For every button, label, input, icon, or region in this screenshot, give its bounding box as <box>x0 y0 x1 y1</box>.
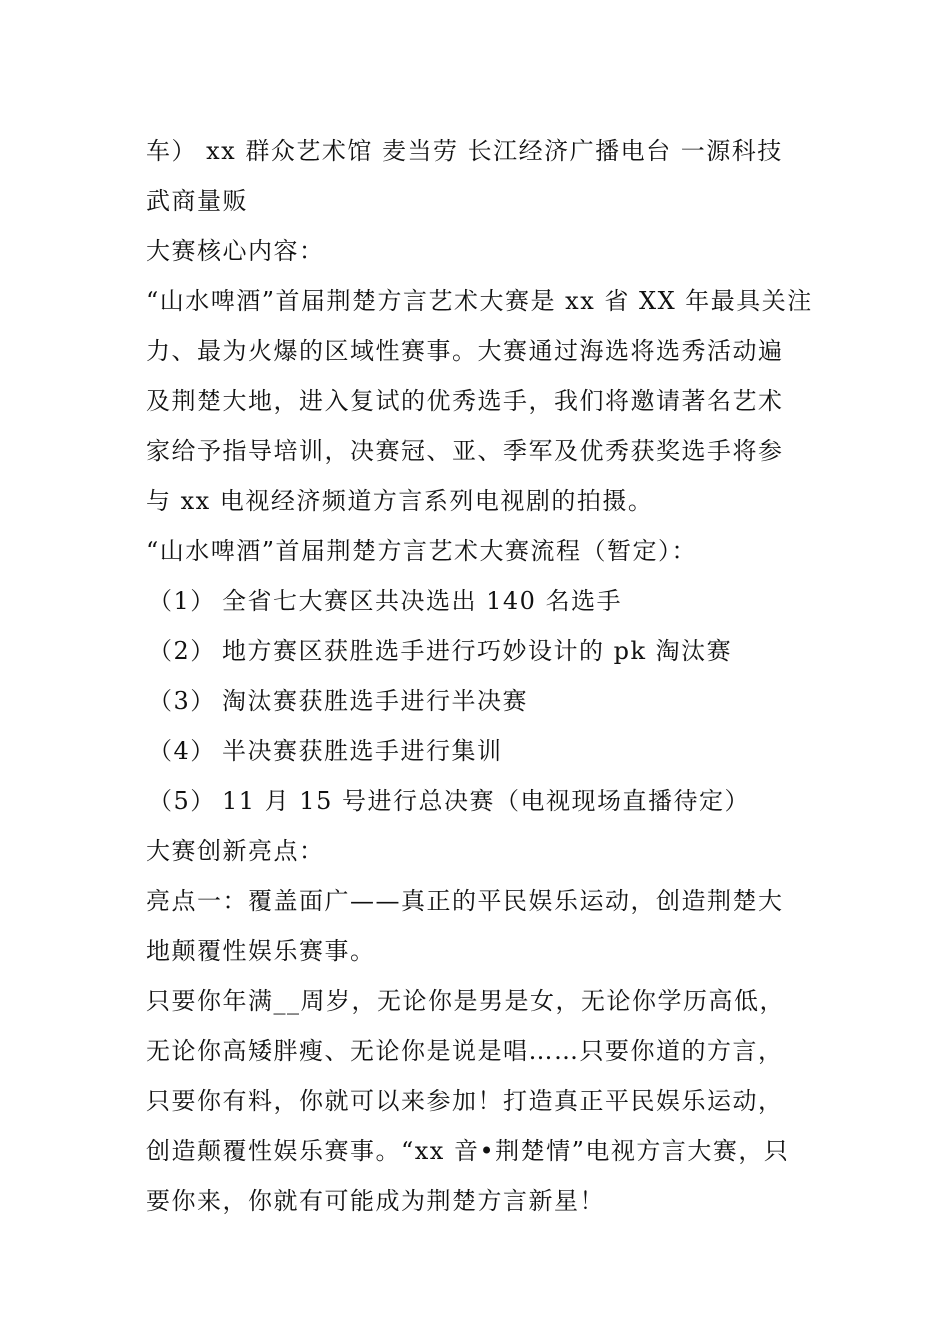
process-item-text: 全省七大赛区共决选出 140 名选手 <box>222 587 623 615</box>
sponsors-line: 车） xx 群众艺术馆 麦当劳 长江经济广播电台 一源科技 <box>146 137 783 165</box>
paragraph-line: 与 xx 电视经济频道方言系列电视剧的拍摄。 <box>146 487 654 515</box>
paragraph-line: 力、最为火爆的区域性赛事。大赛通过海选将选秀活动遍 <box>146 337 784 365</box>
document-page <box>146 126 813 1226</box>
paragraph-line: 家给予指导培训，决赛冠、亚、季军及优秀获奖选手将参 <box>146 437 784 465</box>
process-item-number: （2） <box>148 637 216 665</box>
process-item-number: （3） <box>148 687 216 715</box>
paragraph-line: 只要你有料，你就可以来参加！打造真正平民娱乐运动， <box>146 1087 784 1115</box>
process-item-number: （1） <box>148 587 216 615</box>
process-item <box>146 576 810 626</box>
process-item <box>146 626 810 676</box>
process-item-number: （4） <box>148 737 216 765</box>
process-item-text: 淘汰赛获胜选手进行半决赛 <box>222 687 528 715</box>
process-item <box>146 726 810 776</box>
paragraph-line: 创造颠覆性娱乐赛事。“xx 音•荆楚情”电视方言大赛，只 <box>146 1137 790 1165</box>
process-item-text: 11 月 15 号进行总决赛（电视现场直播待定） <box>222 787 750 815</box>
section-heading-core: 大赛核心内容： <box>146 237 325 265</box>
section-heading-process: “山水啤酒”首届荆楚方言艺术大赛流程（暂定）： <box>146 537 698 565</box>
paragraph-line: 亮点一：覆盖面广——真正的平民娱乐运动，创造荆楚大 <box>146 887 784 915</box>
process-item-text: 半决赛获胜选手进行集训 <box>222 737 503 765</box>
paragraph-line: “山水啤酒”首届荆楚方言艺术大赛是 xx 省 XX 年最具关注 <box>146 287 813 315</box>
process-item <box>146 776 810 826</box>
paragraph-line: 无论你高矮胖瘦、无论你是说是唱……只要你道的方言， <box>146 1037 784 1065</box>
section-heading-innovation: 大赛创新亮点： <box>146 837 325 865</box>
process-item-number: （5） <box>148 787 216 815</box>
paragraph-line: 地颠覆性娱乐赛事。 <box>146 937 376 965</box>
sponsors-line: 武商量贩 <box>146 187 248 215</box>
process-item <box>146 676 810 726</box>
paragraph-line: 要你来，你就有可能成为荆楚方言新星！ <box>146 1187 605 1215</box>
paragraph-line: 及荆楚大地，进入复试的优秀选手，我们将邀请著名艺术 <box>146 387 784 415</box>
process-item-text: 地方赛区获胜选手进行巧妙设计的 pk 淘汰赛 <box>222 637 733 665</box>
paragraph-line: 只要你年满__周岁，无论你是男是女，无论你学历高低， <box>146 987 785 1015</box>
